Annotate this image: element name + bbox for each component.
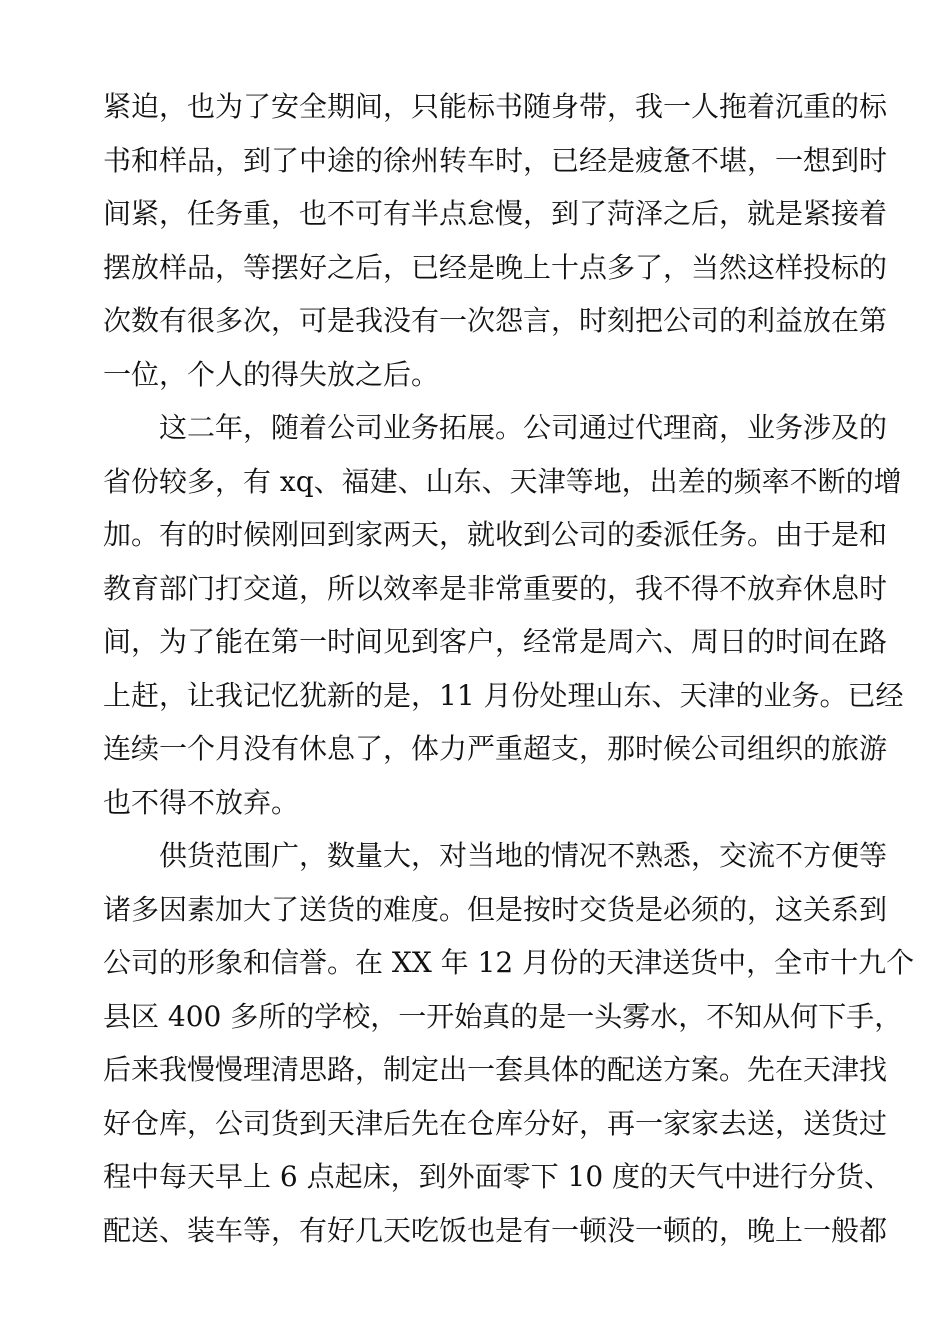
text-line: 上赶，让我记忆犹新的是，11 月份处理山东、天津的业务。已经	[103, 678, 904, 712]
text-line: 公司的形象和信誉。在 XX 年 12 月份的天津送货中，全市十九个	[103, 946, 915, 979]
text-line: 间紧，任务重，也不可有半点怠慢，到了菏泽之后，就是紧接着	[103, 197, 888, 230]
text-line: 间，为了能在第一时间见到客户，经常是周六、周日的时间在路	[103, 625, 888, 658]
text-line: 后来我慢慢理清思路，制定出一套具体的配送方案。先在天津找	[103, 1053, 888, 1086]
text-line: 加。有的时候刚回到家两天，就收到公司的委派任务。由于是和	[103, 518, 888, 551]
text-line: 书和样品，到了中途的徐州转车时，已经是疲惫不堪，一想到时	[103, 143, 888, 177]
text-line: 也不得不放弃。	[103, 785, 300, 819]
text-line: 程中每天早上 6 点起床，到外面零下 10 度的天气中进行分货、	[103, 1160, 893, 1193]
text-line: 这二年，随着公司业务拓展。公司通过代理商，业务涉及的	[159, 411, 888, 444]
text-line: 诸多因素加大了送货的难度。但是按时交货是必须的，这关系到	[103, 892, 888, 926]
text-line: 摆放样品，等摆好之后，已经是晚上十点多了，当然这样投标的	[103, 250, 888, 284]
paragraph-1	[103, 84, 888, 405]
text-line: 连续一个月没有休息了，体力严重超支，那时候公司组织的旅游	[103, 732, 888, 765]
text-line: 供货范围广，数量大，对当地的情况不熟悉，交流不方便等	[159, 839, 888, 872]
document-body	[103, 84, 915, 1261]
text-line: 紧迫，也为了安全期间，只能标书随身带，我一人拖着沉重的标	[103, 90, 888, 123]
text-line: 次数有很多次，可是我没有一次怨言，时刻把公司的利益放在第	[103, 304, 888, 337]
text-line: 教育部门打交道，所以效率是非常重要的，我不得不放弃休息时	[103, 571, 888, 605]
text-line: 省份较多，有 xq、福建、山东、天津等地，出差的频率不断的增	[103, 464, 902, 498]
text-line: 配送、装车等，有好几天吃饭也是有一顿没一顿的，晚上一般都	[103, 1213, 888, 1247]
text-line: 一位，个人的得失放之后。	[103, 357, 440, 391]
paragraph-3	[103, 833, 915, 1261]
paragraph-2	[103, 405, 904, 833]
text-line: 县区 400 多所的学校，一开始真的是一头雾水，不知从何下手，	[103, 999, 903, 1033]
text-line: 好仓库，公司货到天津后先在仓库分好，再一家家去送，送货过	[103, 1106, 888, 1140]
